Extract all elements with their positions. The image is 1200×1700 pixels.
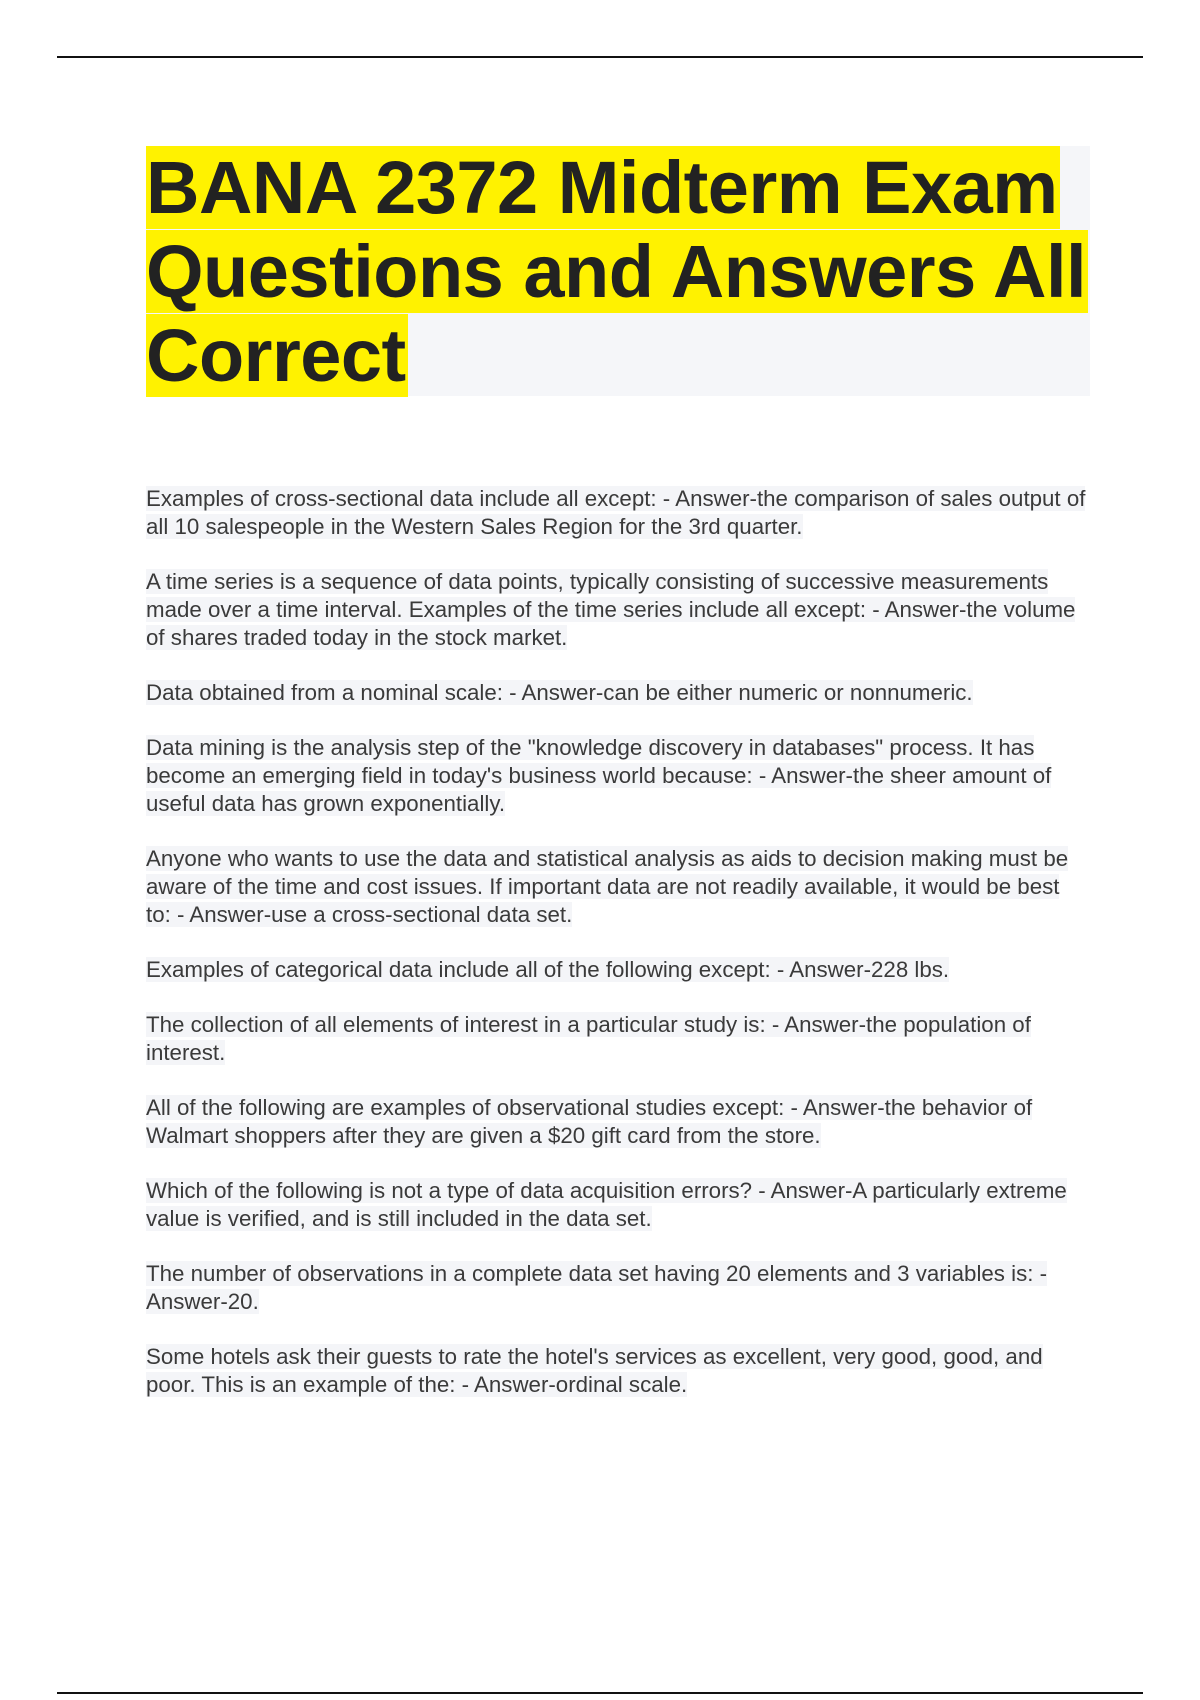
page-top-rule (57, 56, 1143, 58)
qa-item: Data mining is the analysis step of the "knowledge discovery in databases" process. It has become an emerging field in today's business world because: - Answer-the sheer amount of useful data has grown exponentially. (146, 735, 1052, 816)
qa-item: All of the following are examples of observational studies except: - Answer-the behavior of Walmart shoppers after they are given a $20 gift card from the store. (146, 1095, 1033, 1148)
qa-item: Some hotels ask their guests to rate the hotel's services as excellent, very good, good, and poor. This is an example of the: - Answer-ordinal scale. (146, 1344, 1043, 1397)
qa-item: The collection of all elements of interest in a particular study is: - Answer-the population of interest. (146, 1012, 1031, 1065)
page-title (146, 146, 1090, 398)
page-bottom-rule (57, 1692, 1143, 1694)
question-answer-list (146, 485, 1090, 1426)
qa-item: A time series is a sequence of data points, typically consisting of successive measurements made over a time interval. Examples of the time series include all except: - Answer-the volume of shares traded today in the stock market. (146, 569, 1076, 650)
qa-item: The number of observations in a complete data set having 20 elements and 3 variables is: - Answer-20. (146, 1261, 1048, 1314)
qa-item: Anyone who wants to use the data and statistical analysis as aids to decision making must be aware of the time and cost issues. If important data are not readily available, it would be best to: - Answer-use a cross-sectional data set. (146, 846, 1069, 927)
title-highlight: BANA 2372 Midterm Exam Questions and Answers All Correct (146, 146, 1087, 397)
qa-item: Data obtained from a nominal scale: - Answer-can be either numeric or nonnumeric. (146, 680, 973, 705)
title-block (146, 146, 1090, 396)
qa-item: Examples of cross-sectional data include all except: - Answer-the comparison of sales output of all 10 salespeople in the Western Sales Region for the 3rd quarter. (146, 486, 1086, 539)
qa-item: Examples of categorical data include all of the following except: - Answer-228 lbs. (146, 957, 950, 982)
qa-item: Which of the following is not a type of data acquisition errors? - Answer-A particularly extreme value is verified, and is still included in the data set. (146, 1178, 1067, 1231)
